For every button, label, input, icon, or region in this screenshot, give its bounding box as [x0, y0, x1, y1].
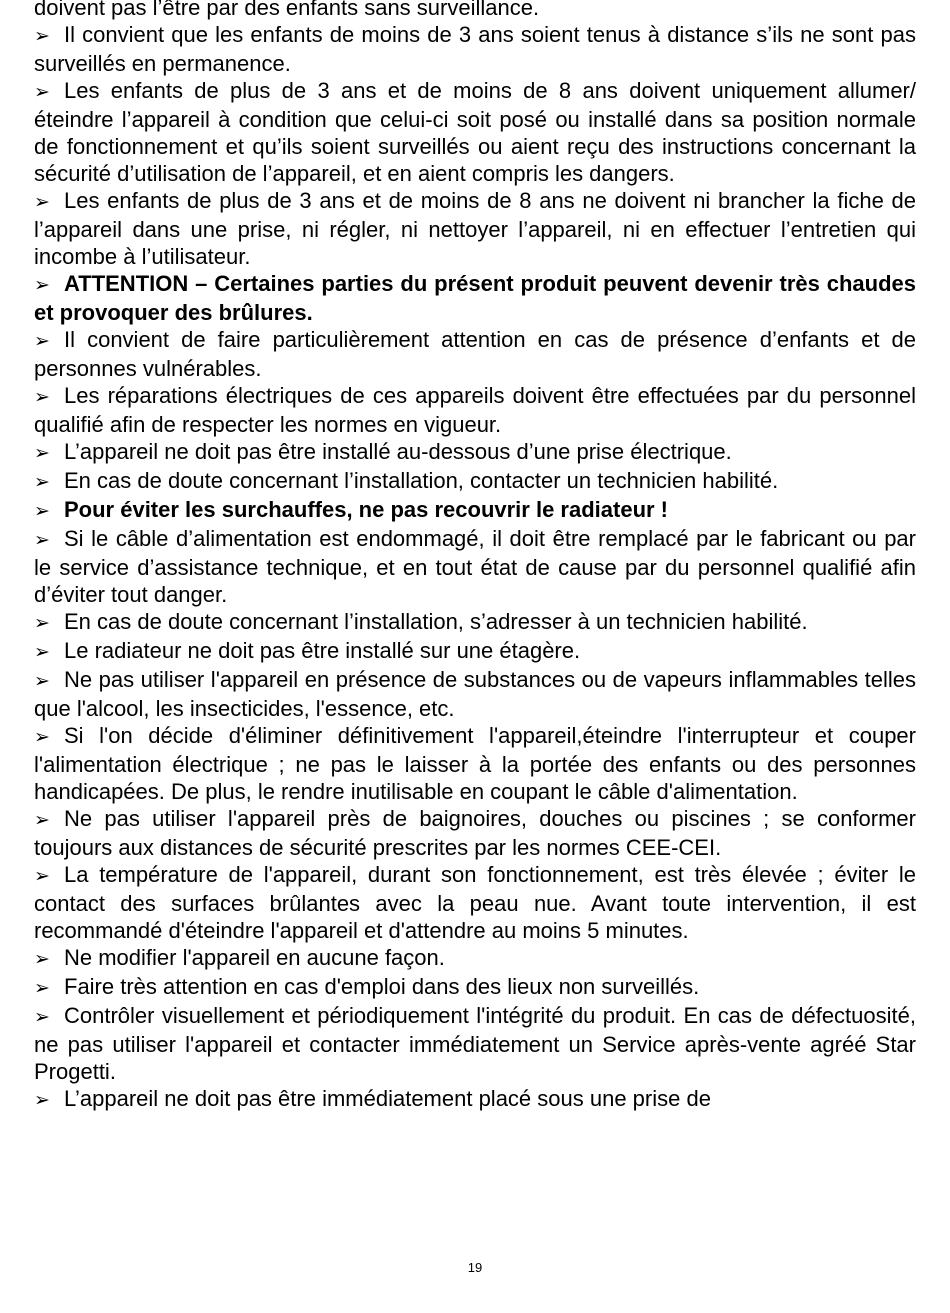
arrow-bullet-icon: ➢ [34, 865, 50, 887]
arrow-bullet-icon: ➢ [34, 500, 50, 522]
list-item [34, 1085, 916, 1114]
arrow-bullet-icon: ➢ [34, 948, 50, 970]
arrow-bullet-icon: ➢ [34, 1006, 50, 1028]
list-item [34, 326, 916, 382]
list-item [34, 1002, 916, 1085]
arrow-bullet-icon: ➢ [34, 330, 50, 352]
arrow-bullet-icon: ➢ [34, 191, 50, 213]
arrow-bullet-icon: ➢ [34, 81, 50, 103]
arrow-bullet-icon: ➢ [34, 529, 50, 551]
list-item-text: ATTENTION – Certaines parties du présent produit peuvent devenir très chaudes et provoquer des brûlures. [34, 271, 916, 325]
arrow-bullet-icon: ➢ [34, 386, 50, 408]
lead-paragraph: doivent pas l’être par des enfants sans surveillance. [34, 0, 540, 20]
arrow-bullet-icon: ➢ [34, 274, 50, 296]
list-item-warning [34, 496, 916, 525]
arrow-bullet-icon: ➢ [34, 977, 50, 999]
arrow-bullet-icon: ➢ [34, 670, 50, 692]
list-item-text: Pour éviter les surchauffes, ne pas recouvrir le radiateur ! [64, 497, 669, 522]
list-item-text: Il convient que les enfants de moins de 3 ans soient tenus à distance s’ils ne sont pas surveillés en permanence. [34, 22, 916, 76]
arrow-bullet-icon: ➢ [34, 1089, 50, 1111]
list-item [34, 637, 916, 666]
list-item [34, 722, 916, 805]
page-number: 19 [467, 1260, 483, 1275]
list-item [34, 438, 916, 467]
arrow-bullet-icon: ➢ [34, 612, 50, 634]
list-item [34, 973, 916, 1002]
list-item-text: Ne pas utiliser l'appareil en présence de substances ou de vapeurs inflammables telles que l'alcool, les insecticides, l'essence, etc. [34, 667, 916, 721]
list-item [34, 608, 916, 637]
arrow-bullet-icon: ➢ [34, 471, 50, 493]
list-item [34, 187, 916, 270]
list-item-text: Ne pas utiliser l'appareil près de baignoires, douches ou piscines ; se conformer toujours aux distances de sécurité prescrites par les normes CEE-CEI. [34, 806, 916, 860]
list-item-text: L’appareil ne doit pas être installé au-dessous d’une prise électrique. [64, 439, 732, 464]
arrow-bullet-icon: ➢ [34, 25, 50, 47]
list-item-text: Le radiateur ne doit pas être installé sur une étagère. [64, 638, 581, 663]
list-item [34, 467, 916, 496]
arrow-bullet-icon: ➢ [34, 726, 50, 748]
list-item [34, 805, 916, 861]
list-item [34, 525, 916, 608]
document-page [34, 0, 916, 1260]
list-item-text: Contrôler visuellement et périodiquement l'intégrité du produit. En cas de défectuosité, ne pas utiliser l'appareil et contacter immédiatement un Service après-vente agréé Star Progetti. [34, 1003, 916, 1084]
list-item-text: La température de l'appareil, durant son fonctionnement, est très élevée ; éviter le contact des surfaces brûlantes avec la peau nue. Avant toute intervention, il est recommandé d'éteindre l'appareil et d'attendre au moins 5 minutes. [34, 862, 916, 943]
list-item-text: Si le câble d’alimentation est endommagé, il doit être remplacé par le fabricant ou par le service d’assistance technique, et en tout état de cause par du personnel qualifié afin d’éviter tout danger. [34, 526, 916, 607]
list-item [34, 21, 916, 77]
list-item [34, 77, 916, 187]
arrow-bullet-icon: ➢ [34, 641, 50, 663]
list-item [34, 666, 916, 722]
list-item-text: Faire très attention en cas d'emploi dans des lieux non surveillés. [64, 974, 700, 999]
list-item-text: En cas de doute concernant l’installation, contacter un technicien habilité. [64, 468, 779, 493]
list-item [34, 944, 916, 973]
list-item-text: Les réparations électriques de ces appareils doivent être effectuées par du personnel qualifié afin de respecter les normes en vigueur. [34, 383, 916, 437]
list-item-text: L’appareil ne doit pas être immédiatement placé sous une prise de [64, 1086, 711, 1111]
list-item-warning [34, 270, 916, 326]
list-item [34, 861, 916, 944]
list-item-text: En cas de doute concernant l’installation, s’adresser à un technicien habilité. [64, 609, 808, 634]
list-item-text: Si l'on décide d'éliminer définitivement l'appareil,éteindre l'interrupteur et couper l'alimentation électrique ; ne pas le laisser à la portée des enfants ou des personnes handicapées. De plus, le rendre inutilisable en coupant le câble d'alimentation. [34, 723, 916, 804]
arrow-bullet-icon: ➢ [34, 442, 50, 464]
list-item-text: Les enfants de plus de 3 ans et de moins de 8 ans doivent uniquement allumer/éteindre l’appareil à condition que celui-ci soit posé ou installé dans sa position normale de fonctionnement et qu’ils soient surveillés ou aient reçu des instructions concernant la sécurité d’utilisation de l’appareil, et en aient compris les dangers. [34, 78, 916, 186]
list-item-text: Les enfants de plus de 3 ans et de moins de 8 ans ne doivent ni brancher la fiche de l’appareil dans une prise, ni régler, ni nettoyer l’appareil, ni en effectuer l’entretien qui incombe à l’utilisateur. [34, 188, 916, 269]
arrow-bullet-icon: ➢ [34, 809, 50, 831]
list-item-text: Ne modifier l'appareil en aucune façon. [64, 945, 445, 970]
list-item [34, 382, 916, 438]
list-item-text: Il convient de faire particulièrement attention en cas de présence d’enfants et de personnes vulnérables. [34, 327, 916, 381]
